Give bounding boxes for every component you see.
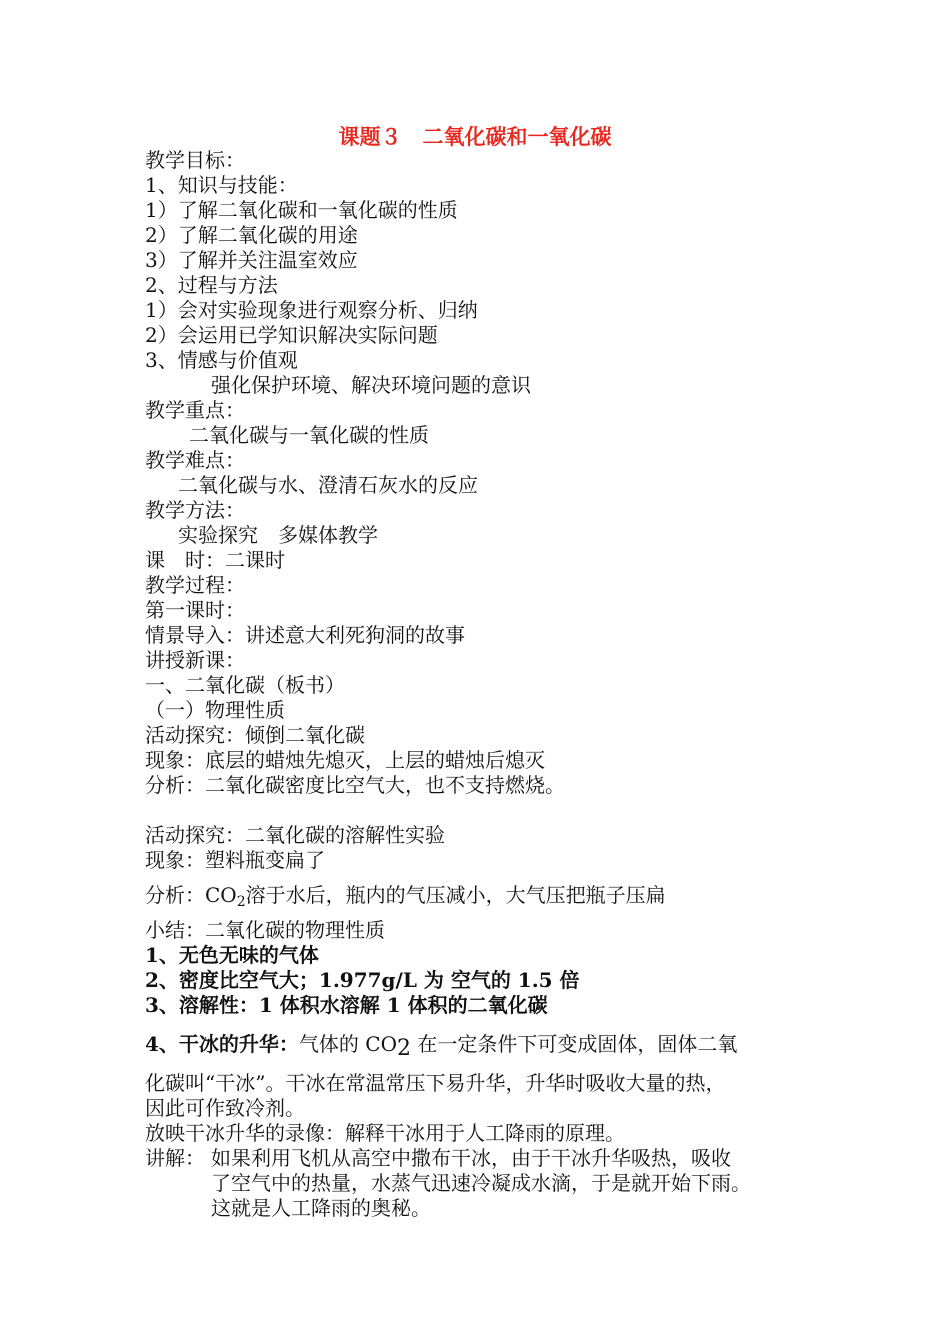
summary-heading: 小结：二氧化碳的物理性质 (145, 918, 385, 942)
text-line: 3、情感与价值观 (145, 348, 298, 372)
lesson-body (145, 148, 825, 1221)
text-line: 教学过程： (145, 573, 245, 597)
text-line: 课 时：二课时 (145, 548, 285, 572)
text-line: 教学目标： (145, 148, 245, 172)
text-line: 二氧化碳与水、澄清石灰水的反应 (178, 473, 478, 497)
text-line: 第一课时： (145, 598, 245, 622)
text-line: 实验探究 多媒体教学 (178, 523, 378, 547)
subscript: 2 (396, 1036, 411, 1061)
summary-point: 2、密度比空气大；1.977g/L 为 空气的 1.5 倍 (145, 968, 580, 992)
text-line: 2）会运用已学知识解决实际问题 (145, 323, 438, 347)
summary-point-text: 气体的 CO (298, 1032, 397, 1056)
analysis-prefix: 分析：CO (145, 883, 237, 907)
text-line: 2）了解二氧化碳的用途 (145, 223, 358, 247)
text-line: 二氧化碳与一氧化碳的性质 (189, 423, 429, 447)
text-line: 2、过程与方法 (145, 273, 278, 297)
text-line: 3）了解并关注温室效应 (145, 248, 358, 272)
text-line: 教学方法： (145, 498, 245, 522)
text-line: 1、知识与技能： (145, 173, 298, 197)
text-line: 1）了解二氧化碳和一氧化碳的性质 (145, 198, 458, 222)
text-line: （一）物理性质 (145, 698, 285, 722)
text-line: 情景导入：讲述意大利死狗洞的故事 (145, 623, 465, 647)
text-line: 放映干冰升华的录像：解释干冰用于人工降雨的原理。 (145, 1121, 625, 1145)
text-line: 讲授新课： (145, 648, 245, 672)
summary-point-label: 4、干冰的升华： (145, 1032, 299, 1056)
analysis-line (145, 883, 825, 908)
text-line: 因此可作致冷剂。 (145, 1096, 305, 1120)
text-line: 活动探究：倾倒二氧化碳 (145, 723, 365, 747)
text-line: 教学重点： (145, 398, 245, 422)
text-line: 活动探究：二氧化碳的溶解性实验 (145, 823, 445, 847)
text-line: 一、二氧化碳（板书） (145, 673, 345, 697)
text-line: 分析：二氧化碳密度比空气大，也不支持燃烧。 (145, 773, 565, 797)
explanation-label: 讲解： (145, 1146, 205, 1170)
explanation-block (145, 1146, 825, 1221)
summary-point-dry-ice (145, 1032, 825, 1061)
summary-point: 1、无色无味的气体 (145, 943, 319, 967)
text-line: 现象：底层的蜡烛先熄灭，上层的蜡烛后熄灭 (145, 748, 545, 772)
text-line: 1）会对实验现象进行观察分析、归纳 (145, 298, 478, 322)
analysis-suffix: 溶于水后，瓶内的气压减小，大气压把瓶子压扁 (245, 883, 666, 907)
lesson-title: 课题３ 二氧化碳和一氧化碳 (338, 124, 612, 149)
text-line: 现象：塑料瓶变扁了 (145, 848, 325, 872)
text-line: 这就是人工降雨的奥秘。 (211, 1196, 431, 1220)
text-line: 强化保护环境、解决环境问题的意识 (211, 373, 531, 397)
subscript: 2 (236, 894, 246, 910)
text-line: 如果利用飞机从高空中撒布干冰，由于干冰升华吸热，吸收 (211, 1146, 731, 1170)
text-line: 化碳叫“干冰”。干冰在常温常压下易升华，升华时吸收大量的热， (145, 1071, 726, 1095)
text-line: 了空气中的热量，水蒸气迅速冷凝成水滴，于是就开始下雨。 (211, 1171, 751, 1195)
summary-point: 3、溶解性：1 体积水溶解 1 体积的二氧化碳 (145, 993, 548, 1017)
summary-point-rest: 在一定条件下可变成固体，固体二氧 (410, 1032, 738, 1056)
explanation-text (211, 1146, 825, 1221)
text-line: 教学难点： (145, 448, 245, 472)
